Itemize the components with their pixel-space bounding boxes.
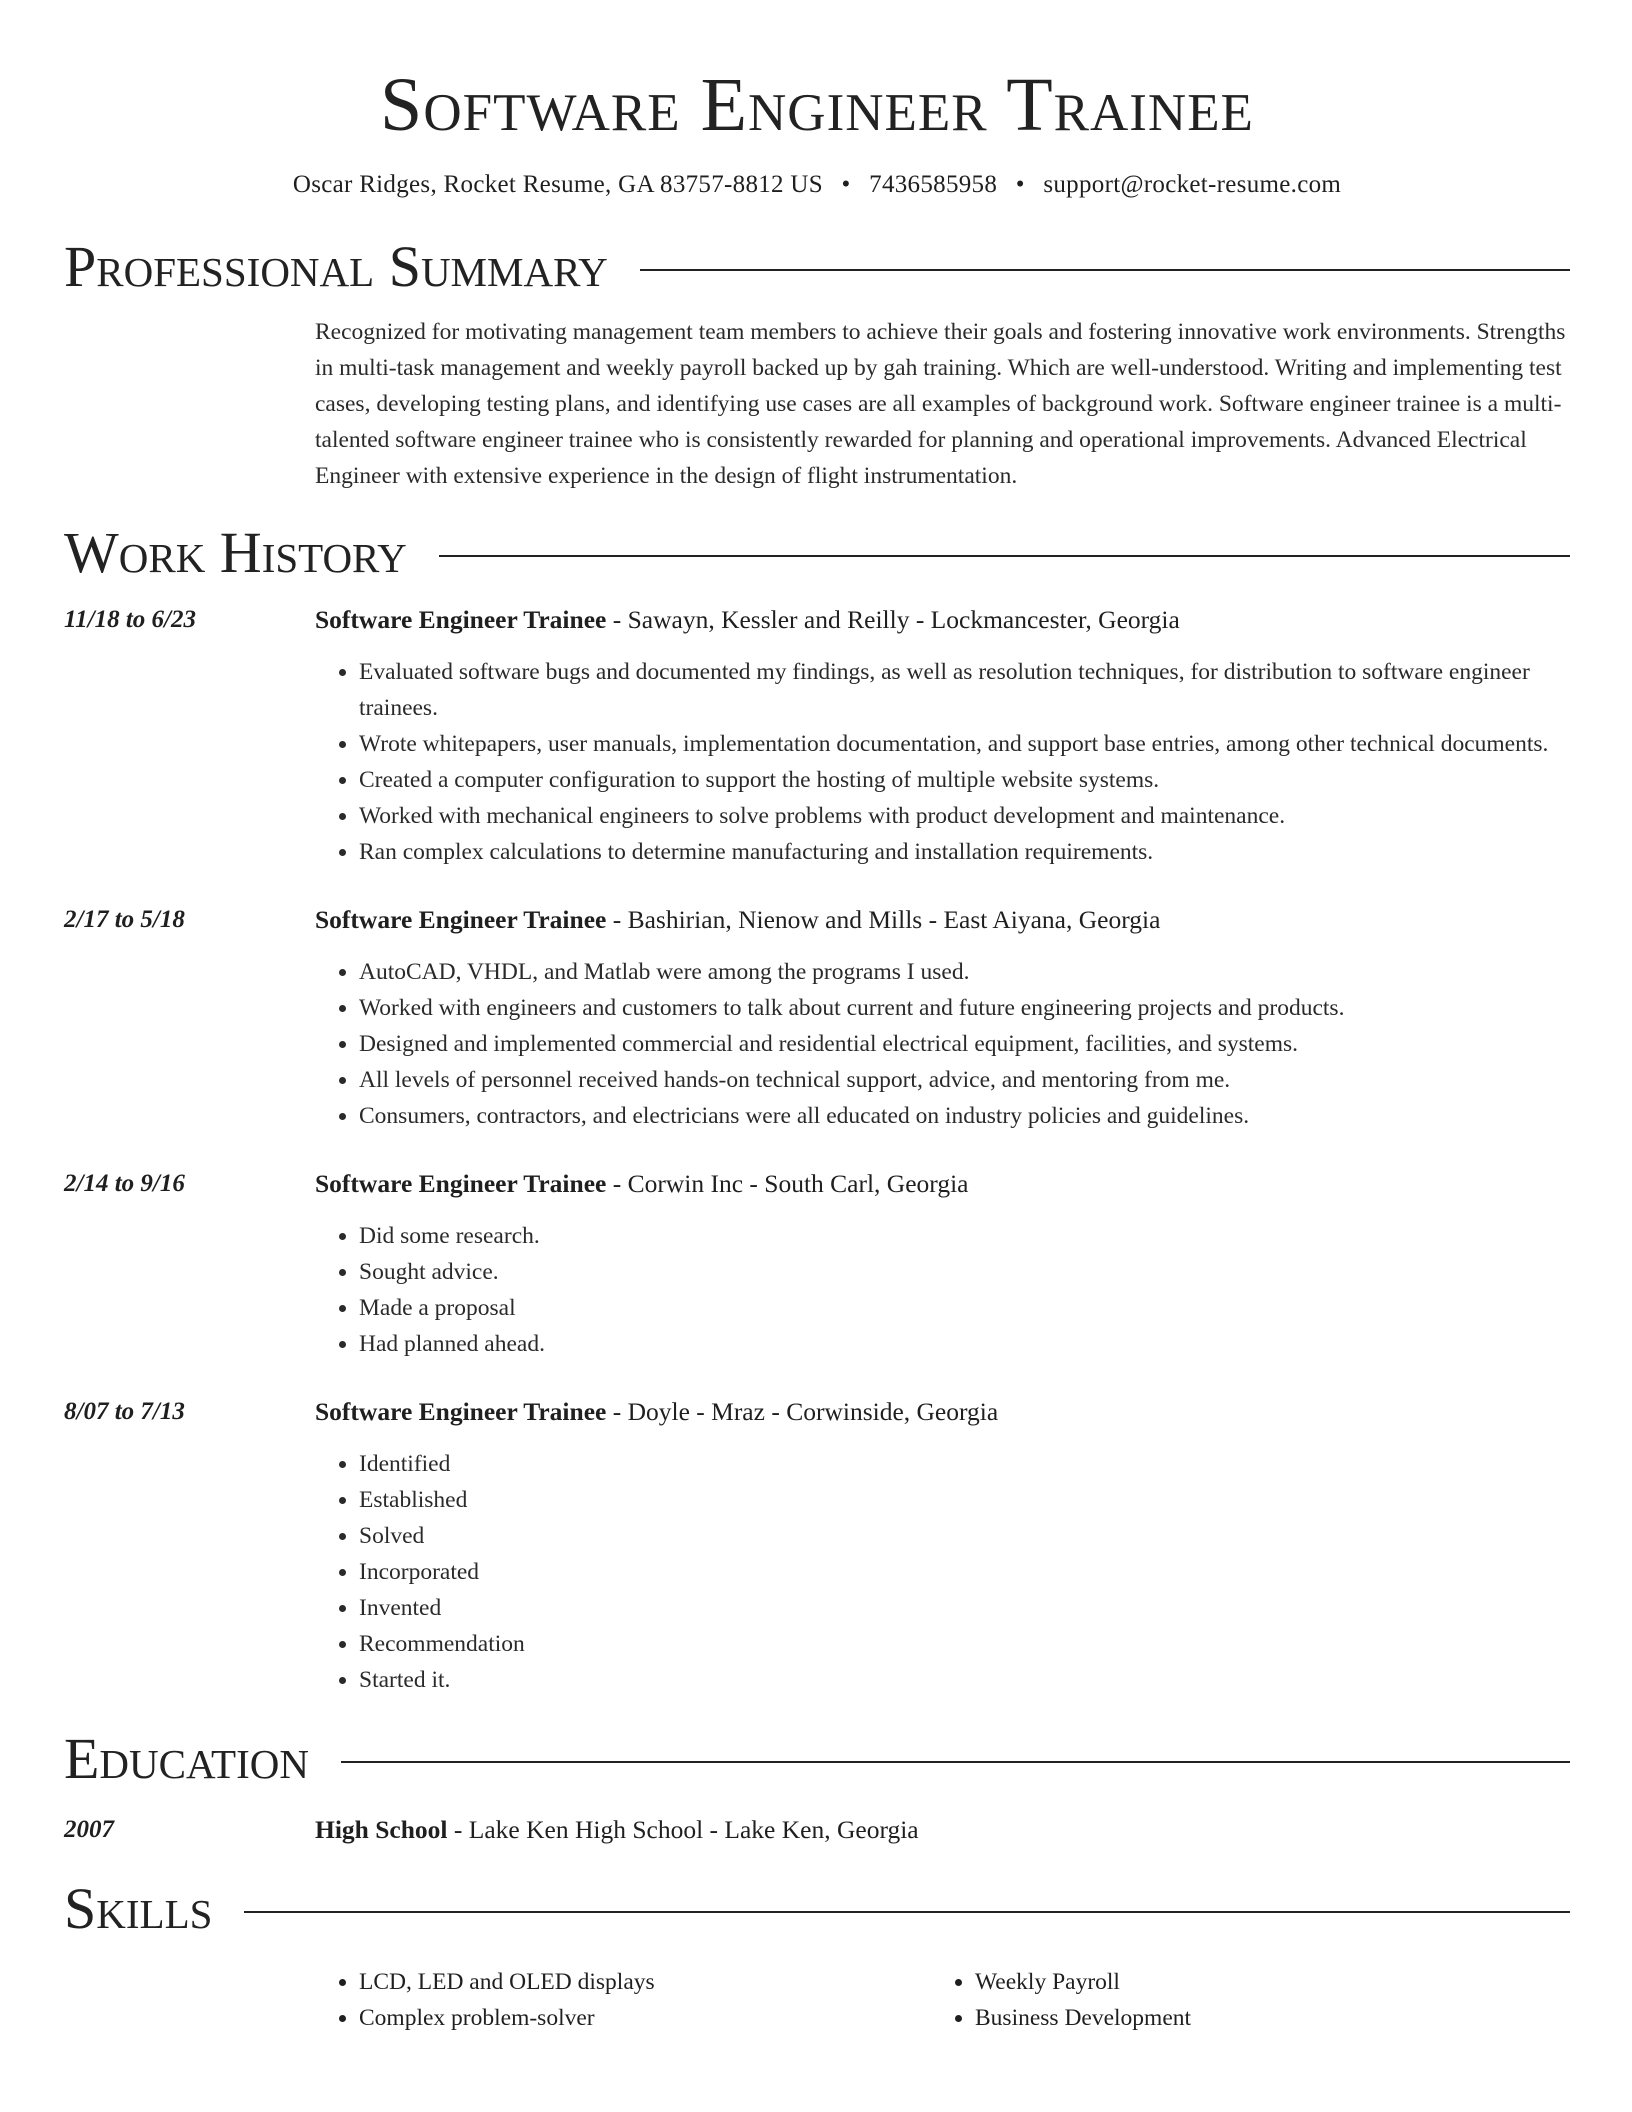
job-details: - Corwin Inc - South Carl, Georgia [606,1169,969,1198]
job-bullets [315,954,1570,1134]
section-divider [640,269,1570,271]
skill-item: • Business Development [975,2000,1535,2036]
list-item: • Incorporated [359,1554,1570,1590]
job-dates: 8/07 to 7/13 [64,1398,185,1425]
job-details: - Doyle - Mraz - Corwinside, Georgia [606,1397,999,1426]
section-work-history [64,518,1570,588]
education-degree: High School [315,1815,448,1844]
job-title: Software Engineer Trainee [315,605,607,634]
skills-column [931,1964,1535,2036]
job-details: - Bashirian, Nienow and Mills - East Aiyana, Georgia [606,905,1161,934]
list-item: • Ran complex calculations to determine manufacturing and installation requirements. [359,834,1570,870]
education-year: 2007 [64,1816,114,1843]
job-details: - Sawayn, Kessler and Reilly - Lockmancester, Georgia [606,605,1180,634]
education-entry [64,1812,1570,1848]
job-entry [64,602,1570,870]
list-item: • Evaluated software bugs and documented my findings, as well as resolution techniques, for distribution to software engineer trainees. [359,654,1570,726]
section-title: Professional Summary [64,234,608,299]
job-dates: 11/18 to 6/23 [64,606,196,633]
job-bullets [315,654,1570,870]
section-title: Work History [64,520,407,585]
job-entry [64,1394,1570,1698]
list-item: • Created a computer configuration to support the hosting of multiple website systems. [359,762,1570,798]
skill-item: • Weekly Payroll [975,1964,1535,2000]
list-item: • Invented [359,1590,1570,1626]
address: Oscar Ridges, Rocket Resume, GA 83757-8812 US [292,171,823,198]
skill-item: • Complex problem-solver [359,2000,931,2036]
list-item: • Identified [359,1446,1570,1482]
skill-item: • LCD, LED and OLED displays [359,1964,931,2000]
job-entry [64,902,1570,1134]
section-divider [341,1761,1570,1763]
list-item: • Made a proposal [359,1290,1570,1326]
list-item: • Consumers, contractors, and electricians were all educated on industry policies and guidelines. [359,1098,1570,1134]
education-details: - Lake Ken High School - Lake Ken, Georgia [447,1815,919,1844]
list-item: • Sought advice. [359,1254,1570,1290]
section-skills [64,1874,1570,1944]
skills-column [315,1964,931,2036]
job-list [64,602,1570,1698]
list-item: • Recommendation [359,1626,1570,1662]
section-title: Skills [64,1876,213,1941]
email: support@rocket-resume.com [1043,171,1342,198]
list-item: • Wrote whitepapers, user manuals, implementation documentation, and support base entries, among other technical documents. [359,726,1570,762]
job-dates: 2/17 to 5/18 [64,906,185,933]
job-title: Software Engineer Trainee [315,905,607,934]
job-entry [64,1166,1570,1362]
section-education [64,1724,1570,1794]
list-item: • All levels of personnel received hands-on technical support, advice, and mentoring from me. [359,1062,1570,1098]
job-bullets [315,1446,1570,1698]
list-item: • Started it. [359,1662,1570,1698]
phone: 7436585958 [869,171,998,198]
job-title-line [315,902,1570,938]
section-title: Education [64,1726,309,1791]
section-divider [439,555,1570,557]
list-item: • AutoCAD, VHDL, and Matlab were among the programs I used. [359,954,1570,990]
list-item: • Solved [359,1518,1570,1554]
separator: • [1015,171,1025,198]
education-line [315,1812,1570,1848]
job-bullets [315,1218,1570,1362]
list-item: • Established [359,1482,1570,1518]
job-title: Software Engineer Trainee [315,1169,607,1198]
list-item: • Worked with mechanical engineers to solve problems with product development and maintenance. [359,798,1570,834]
list-item: • Had planned ahead. [359,1326,1570,1362]
separator: • [841,171,851,198]
job-title: Software Engineer Trainee [315,1397,607,1426]
section-divider [244,1911,1570,1913]
job-title-line [315,602,1570,638]
list-item: • Worked with engineers and customers to talk about current and future engineering projects and products. [359,990,1570,1026]
job-dates: 2/14 to 9/16 [64,1170,185,1197]
resume-name: Software Engineer Trainee [380,63,1254,147]
job-title-line [315,1394,1570,1430]
list-item: • Designed and implemented commercial and residential electrical equipment, facilities, and systems. [359,1026,1570,1062]
section-professional-summary [64,232,1570,302]
resume-page [64,0,1570,2036]
job-title-line [315,1166,1570,1202]
skills-list [315,1964,1570,2036]
list-item: • Did some research. [359,1218,1570,1254]
summary-text: Recognized for motivating management team members to achieve their goals and fostering innovative work environments. Strengths in multi-task management and weekly payroll backed up by gah training. Which are well-understood. Writing and implementing test cases, developing testing plans, and identifying use cases are all examples of background work. Software engineer trainee is a multi-talented software engineer trainee who is consistently rewarded for planning and operational improvements. Advanced Electrical Engineer with extensive experience in the design of flight instrumentation. [315,319,1566,489]
contact-line [64,168,1570,202]
